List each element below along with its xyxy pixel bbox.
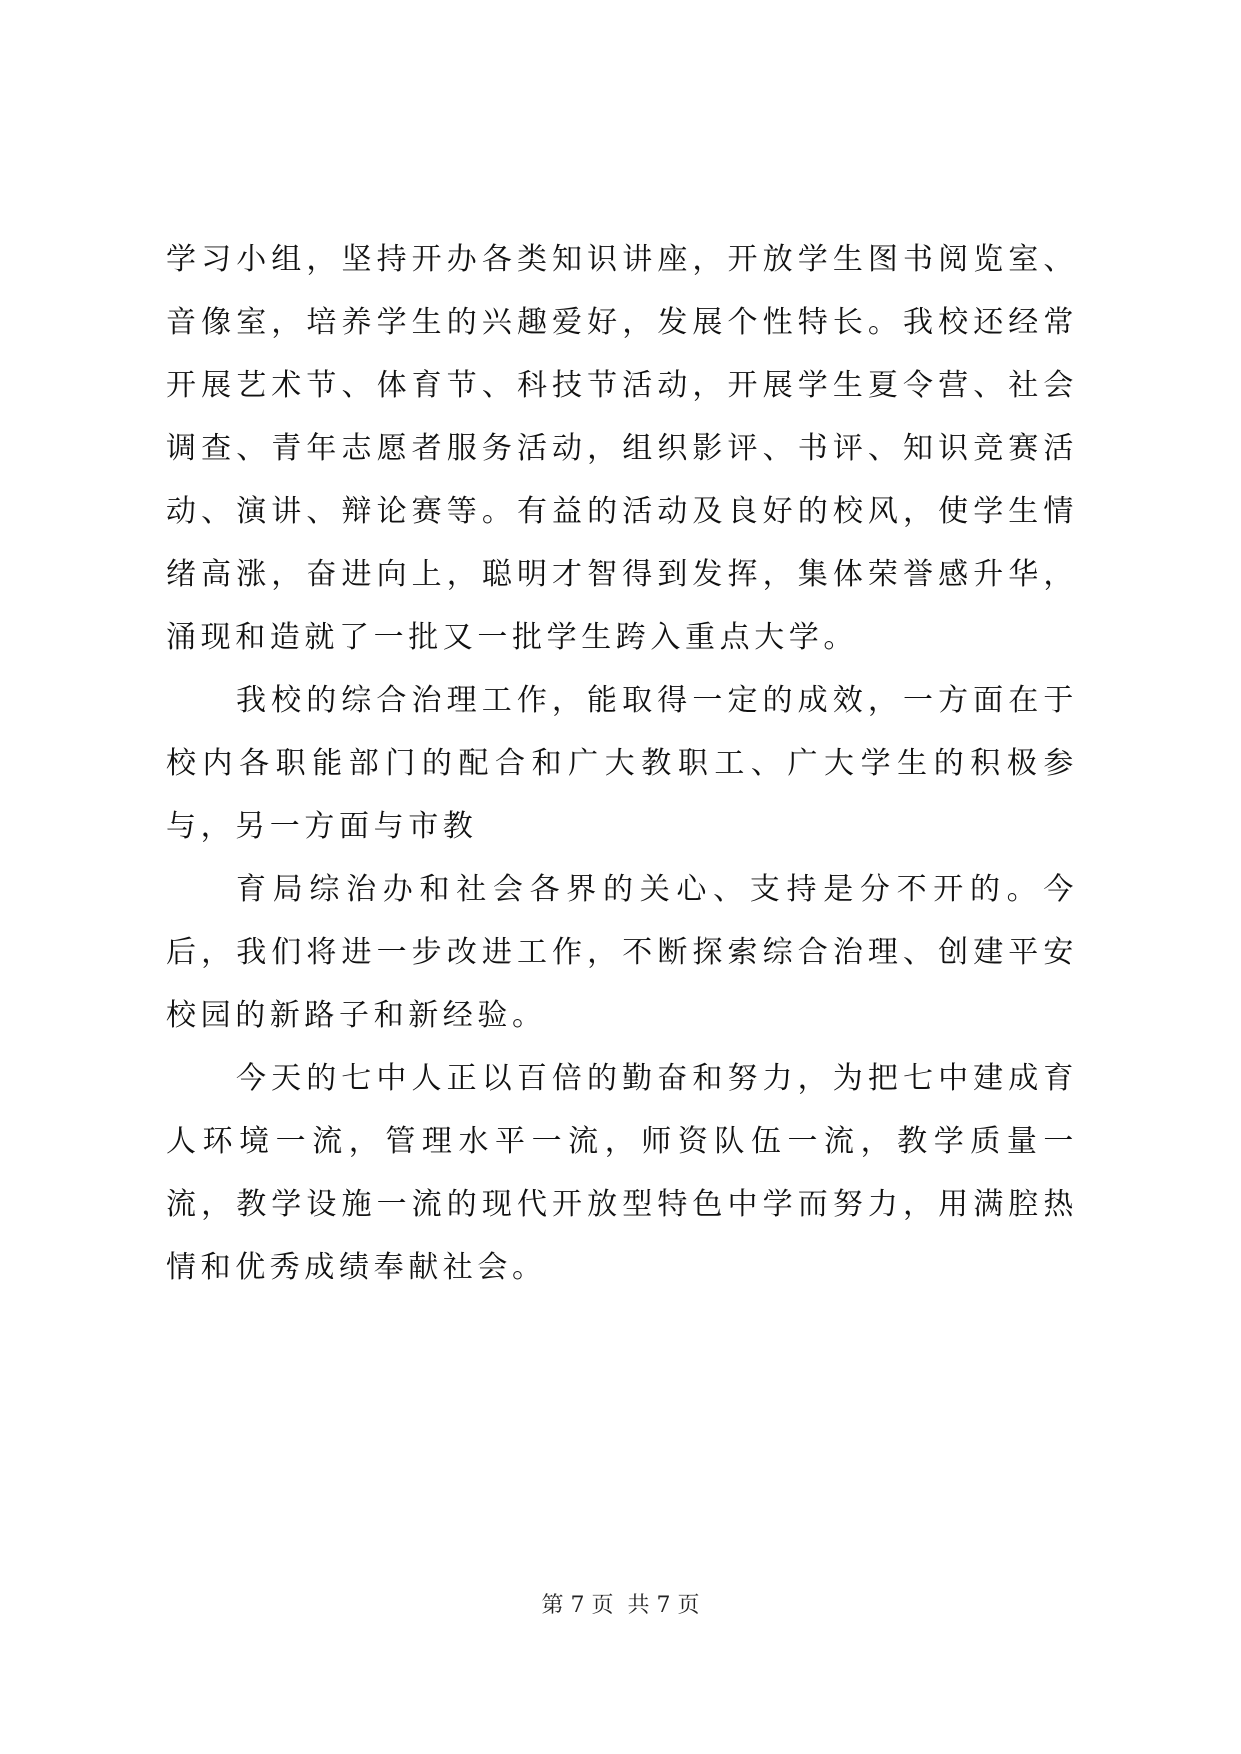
page-number-label: 第 7 页 共 7 页 [541,1593,700,1618]
paragraph-3: 育局综治办和社会各界的关心、支持是分不开的。今后，我们将进一步改进工作，不断探索综合治理、创建平安校园的新路子和新经验。 [166,872,1078,1033]
paragraph-1: 学习小组，坚持开办各类知识讲座，开放学生图书阅览室、音像室，培养学生的兴趣爱好，发展个性特长。我校还经常开展艺术节、体育节、科技节活动，开展学生夏令营、社会调查、青年志愿者服务活动，组织影评、书评、知识竞赛活动、演讲、辩论赛等。有益的活动及良好的校风，使学生情绪高涨，奋进向上，聪明才智得到发挥，集体荣誉感升华，涌现和造就了一批又一批学生跨入重点大学。 [166,242,1078,655]
paragraph-2: 我校的综合治理工作，能取得一定的成效，一方面在于校内各职能部门的配合和广大教职工、广大学生的积极参与，另一方面与市教 [166,683,1078,844]
paragraph-4: 今天的七中人正以百倍的勤奋和努力，为把七中建成育人环境一流，管理水平一流，师资队伍一流，教学质量一流，教学设施一流的现代开放型特色中学而努力，用满腔热情和优秀成绩奉献社会。 [166,1061,1078,1285]
page-footer [0,1588,1241,1619]
document-body [166,228,1078,1299]
